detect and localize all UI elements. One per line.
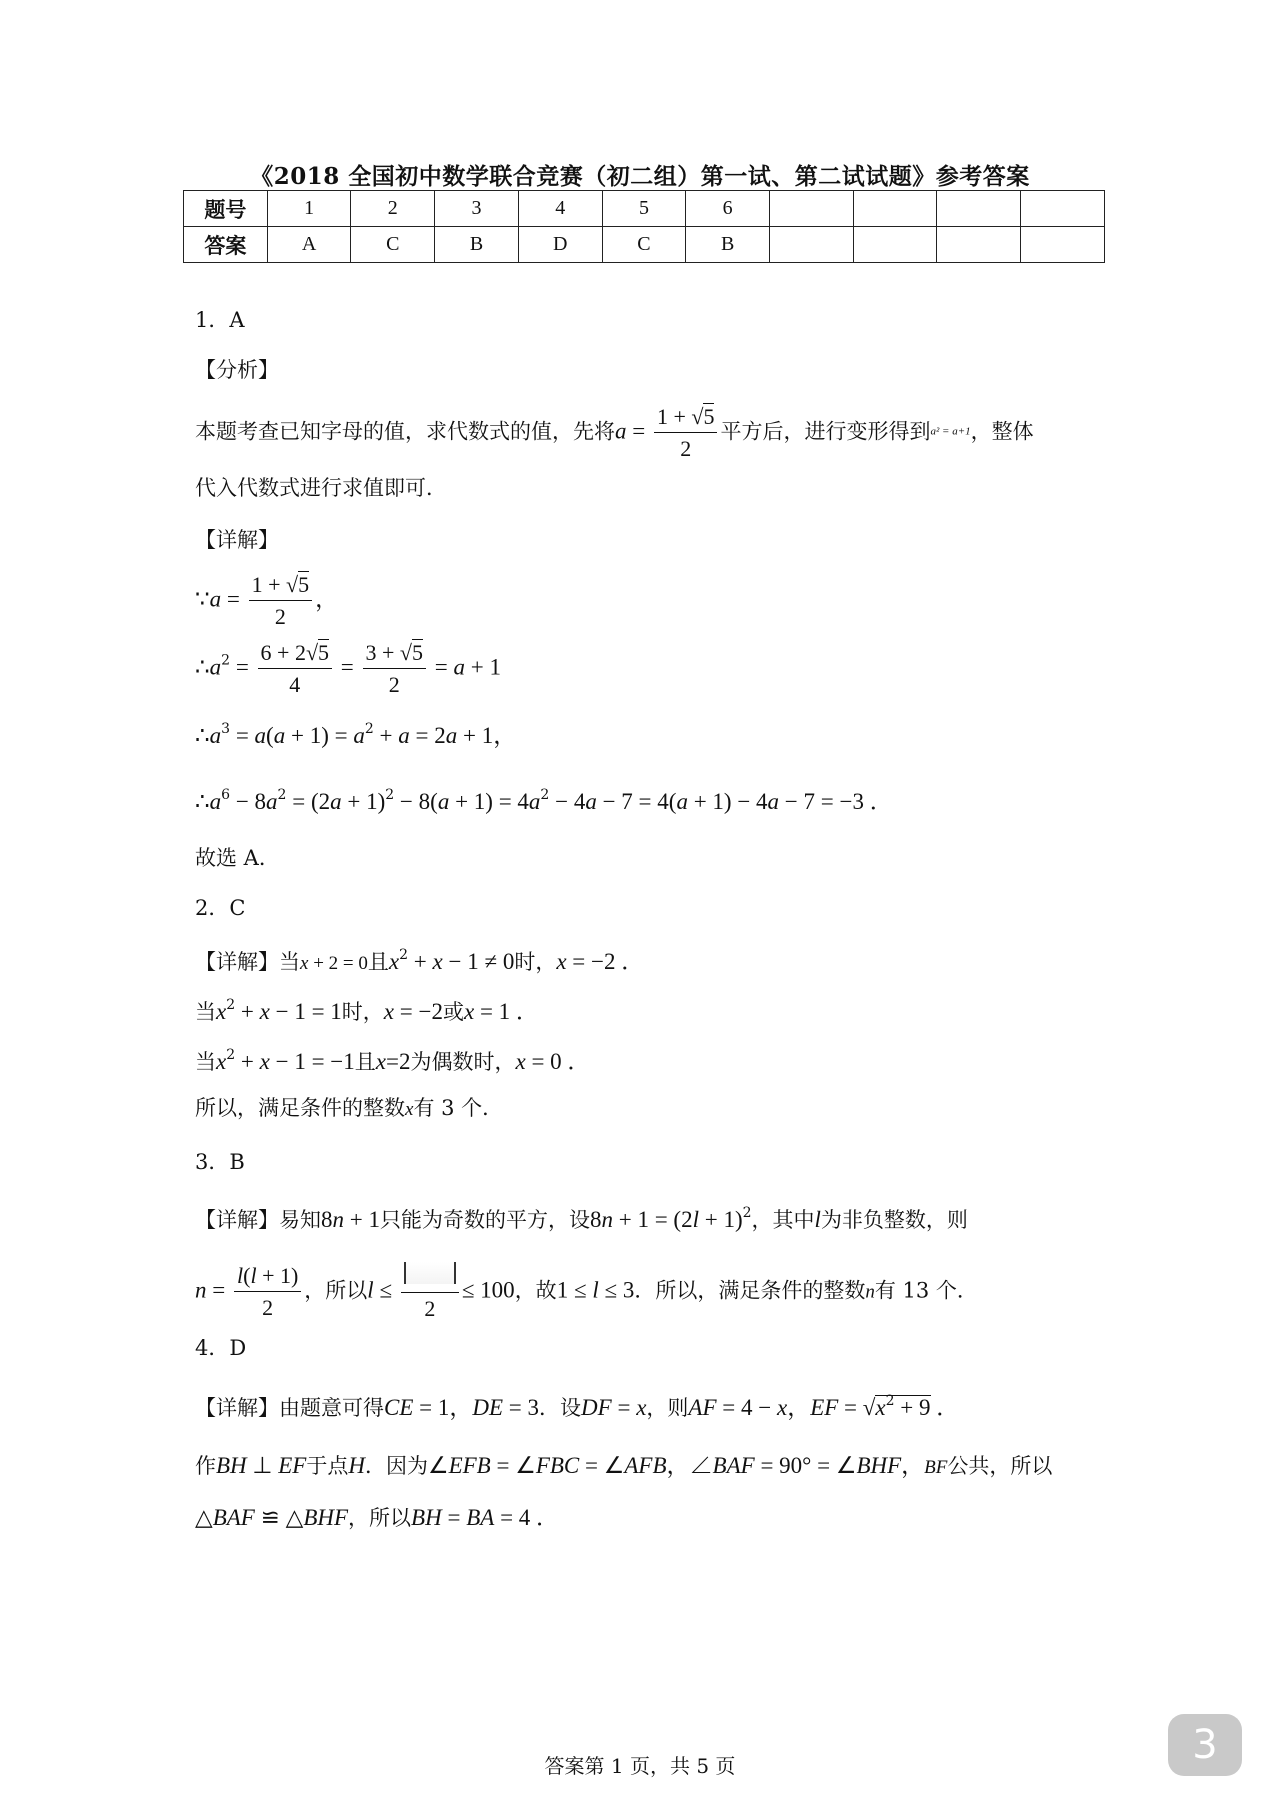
table-cell: 2: [351, 191, 435, 227]
q1-analysis-line2: 代入代数式进行求值即可．: [195, 476, 447, 500]
q2-line4: 所以，满足条件的整数x有 3 个．: [195, 1096, 504, 1120]
q1-step3: $\therefore a^3 = a(a + 1) = a^2 + a = 2a + 1$，: [195, 721, 517, 748]
table-cell: B: [435, 227, 519, 263]
table-cell: [853, 191, 937, 227]
table-cell: 1: [267, 191, 351, 227]
table-cell: 6: [686, 191, 770, 227]
q3-line1: 【详解】易知8n + 1只能为奇数的平方，设$8n + 1 = (2l + 1)^2$，其中l为非负整数，则: [195, 1205, 968, 1232]
table-cell: A: [267, 227, 351, 263]
table-cell: [770, 227, 854, 263]
table-cell: [937, 227, 1021, 263]
q4-line3: △BAF ≌ △BHF，所以BH = BA = 4 ．: [195, 1505, 560, 1530]
q3-heading: 3．B: [195, 1150, 245, 1174]
q4-heading: 4．D: [195, 1336, 247, 1360]
table-cell: C: [602, 227, 686, 263]
q1-detail-label: 【详解】: [195, 528, 279, 552]
table-cell: [937, 191, 1021, 227]
q4-line2: 作BH ⊥ EF于点H．因为∠EFB = ∠FBC = ∠AFB，∠BAF = 90° = ∠BHF，BF公共，所以: [195, 1453, 1053, 1478]
page-number-badge[interactable]: 3: [1168, 1714, 1242, 1776]
page-title: 《2018 全国初中数学联合竞赛（初二组）第一试、第二试试题》参考答案: [250, 163, 1030, 190]
q2-line2: 当$x^2 + x - 1 = 1$时，x = −2或x = 1 ．: [195, 997, 539, 1024]
table-cell: B: [686, 227, 770, 263]
q1-step2: $\therefore a^2$ = $\frac{6 + 2√5}{4}$ = $\frac{3 + √5}{2}$ = a + 1: [195, 640, 501, 698]
q2-line1: 【详解】当x + 2 = 0且$x^2 + x - 1 \ne 0$时，x = −2 ．: [195, 947, 645, 974]
table-row-label: 答案: [184, 227, 268, 263]
q1-analysis-label: 【分析】: [195, 358, 279, 382]
q1-analysis: 本题考查已知字母的值，求代数式的值，先将a = $\frac{1 + √5}{2}$ 平方后，进行变形得到a² = a+1，整体: [195, 404, 1034, 462]
table-row: [184, 227, 1105, 263]
q1-step4: $\therefore a^6 - 8a^2 = (2a + 1)^2 - 8(a + 1) = 4a^2 - 4a - 7 = 4(a + 1) - 4a - 7 = -3$ ．: [195, 787, 893, 814]
table-cell: C: [351, 227, 435, 263]
page-footer: 答案第 1 页，共 5 页: [544, 1754, 736, 1778]
table-row-label: 题号: [184, 191, 268, 227]
table-cell: [853, 227, 937, 263]
table-cell: [1021, 227, 1105, 263]
table-cell: 4: [518, 191, 602, 227]
q4-line1: 【详解】由题意可得CE = 1，DE = 3．设DF = x，则AF = 4 − x，EF = $√x^2 + 9$ ．: [195, 1393, 960, 1420]
table-cell: [1021, 191, 1105, 227]
q3-line2: n = $\frac{l(l + 1)}{2}$ ，所以l ≤ 2 ≤ 100，故1 ≤ l ≤ 3．所以，满足条件的整数n有 13 个．: [195, 1263, 978, 1322]
table-cell: [770, 191, 854, 227]
q2-heading: 2．C: [195, 896, 246, 920]
table-cell: D: [518, 227, 602, 263]
q1-heading: 1．A: [195, 308, 245, 332]
q1-conclusion: 故选 A．: [195, 846, 280, 870]
table-cell: 3: [435, 191, 519, 227]
q1-step1: ∵a = $\frac{1 + √5}{2}$ ，: [195, 572, 339, 630]
q2-line3: 当$x^2 + x - 1 = -1$且x=2为偶数时，x = 0 ．: [195, 1047, 591, 1074]
table-row: [184, 191, 1105, 227]
table-cell: 5: [602, 191, 686, 227]
answer-table: [183, 190, 1105, 263]
